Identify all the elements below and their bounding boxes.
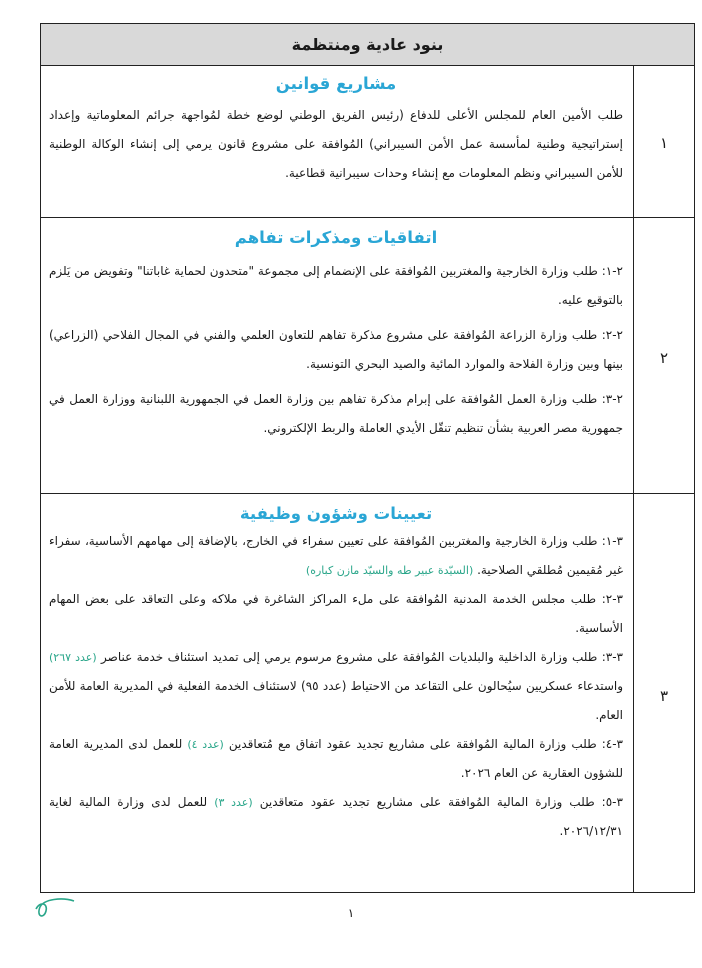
table-header: بنود عادية ومنتظمة bbox=[41, 24, 694, 66]
item-number: ١ bbox=[659, 134, 669, 152]
section-agreements bbox=[45, 228, 627, 443]
handwritten-note: (عدد ٣) bbox=[214, 796, 253, 809]
item-number: ٣ bbox=[659, 687, 669, 705]
paragraph bbox=[45, 730, 627, 788]
paragraph-text: طلب وزارة الداخلية والبلديات المُوافقة على مشروع مرسوم يرمي إلى تمديد استئناف خدمة عناصر bbox=[101, 650, 598, 664]
column-divider bbox=[633, 66, 634, 892]
item-number: ٢ bbox=[659, 349, 669, 367]
paragraph-number: ٢-٢: bbox=[601, 328, 623, 342]
paragraph-text: طلب وزارة الزراعة المُوافقة على مشروع مذكرة تفاهم للتعاون العلمي والفني في المجال الفلاحي (الزراعي) بينها وبين وزارة الفلاحة والموارد المائية والصيد البحري التونسية. bbox=[49, 328, 623, 371]
section-laws bbox=[45, 74, 627, 188]
section-title: مشاريع قوانين bbox=[275, 74, 397, 93]
handwritten-note: (السيّدة عبير طه والسيّد مازن كباره) bbox=[305, 564, 474, 577]
paragraph bbox=[45, 385, 627, 443]
paragraph bbox=[45, 788, 627, 846]
paragraph-number: ٢-٣: bbox=[601, 392, 623, 406]
section-appointments bbox=[45, 504, 627, 846]
paragraph-number: ٣-٤: bbox=[601, 737, 623, 751]
paragraph bbox=[45, 321, 627, 379]
paragraph-text-cont: واستدعاء عسكريين سيُحالون على التقاعد من الاحتياط (عدد ٩٥) لاستئناف الخدمة الفعلية في المديرية العامة للأمن العام. bbox=[49, 679, 624, 722]
paragraph-number: ٣-١: bbox=[601, 534, 623, 548]
section-title: اتفاقيات ومذكرات تفاهم bbox=[234, 228, 438, 247]
paragraph-text: طلب وزارة العمل المُوافقة على إبرام مذكرة تفاهم بين وزارة العمل في الجمهورية اللبنانية ووزارة العمل في جمهورية مصر العربية بشأن تنظيم تنقّل الأيدي العاملة والربط الإلكتروني. bbox=[49, 392, 623, 435]
handwritten-note: (عدد ٤) bbox=[187, 738, 224, 751]
paragraph bbox=[45, 257, 627, 315]
paragraph-text: طلب وزارة الخارجية والمغتربين المُوافقة على الإنضمام إلى مجموعة "متحدون لحماية غاباتنا" وتفويض من يَلزم بالتوقيع عليه. bbox=[49, 264, 623, 307]
page-number: ١ bbox=[347, 906, 355, 920]
paragraph-text: طلب مجلس الخدمة المدنية المُوافقة على ملء المراكز الشاغرة في ملاكه وعلى التعاقد على بعض المهام الأساسية. bbox=[49, 592, 623, 635]
paragraph-text: طلب وزارة المالية المُوافقة على مشاريع تجديد عقود متعاقدين bbox=[259, 795, 595, 809]
paragraph bbox=[45, 101, 627, 188]
paragraph bbox=[45, 527, 627, 585]
section-title: تعيينات وشؤون وظيفية bbox=[239, 504, 433, 523]
paragraph-text: طلب الأمين العام للمجلس الأعلى للدفاع (رئيس الفريق الوطني لوضع خطة لمُواجهة جرائم المعلوماتية وإعداد إستراتيجية وطنية لمأسسة عمل الأمن السيبراني) المُوافقة على مشروع قانون يرمي إلى إنشاء الوكالة الوطنية للأمن السيبراني ونظم المعلومات مع إنشاء وحدات سيبرانية قطاعية. bbox=[49, 108, 623, 180]
agenda-table bbox=[40, 23, 695, 893]
row-divider bbox=[41, 217, 694, 218]
handwritten-note: (عدد ٢٦٧) bbox=[49, 651, 97, 664]
paragraph-text: طلب وزارة المالية المُوافقة على مشاريع تجديد عقود اتفاق مع مُتعاقدين bbox=[228, 737, 597, 751]
paragraph-number: ٣-٣: bbox=[601, 650, 623, 664]
paragraph-text: طلب وزارة الخارجية والمغتربين المُوافقة على تعيين سفراء في الخارج، بالإضافة إلى مهامهم الأساسية، سفراء غير مُقيمين مُطلقي الصلاحية. bbox=[49, 534, 623, 577]
paragraph-text-cont: للعمل لدى وزارة المالية لغاية ٢٠٢٦/١٢/٣١. bbox=[49, 795, 623, 838]
paragraph-number: ٣-٢: bbox=[601, 592, 623, 606]
paragraph-text-cont: للعمل لدى المديرية العامة للشؤون العقارية عن العام ٢٠٢٦. bbox=[49, 737, 623, 780]
paragraph bbox=[45, 643, 627, 730]
paragraph bbox=[45, 585, 627, 643]
row-divider bbox=[41, 493, 694, 494]
paragraph-number: ٢-١: bbox=[601, 264, 623, 278]
paragraph-number: ٣-٥: bbox=[601, 795, 623, 809]
